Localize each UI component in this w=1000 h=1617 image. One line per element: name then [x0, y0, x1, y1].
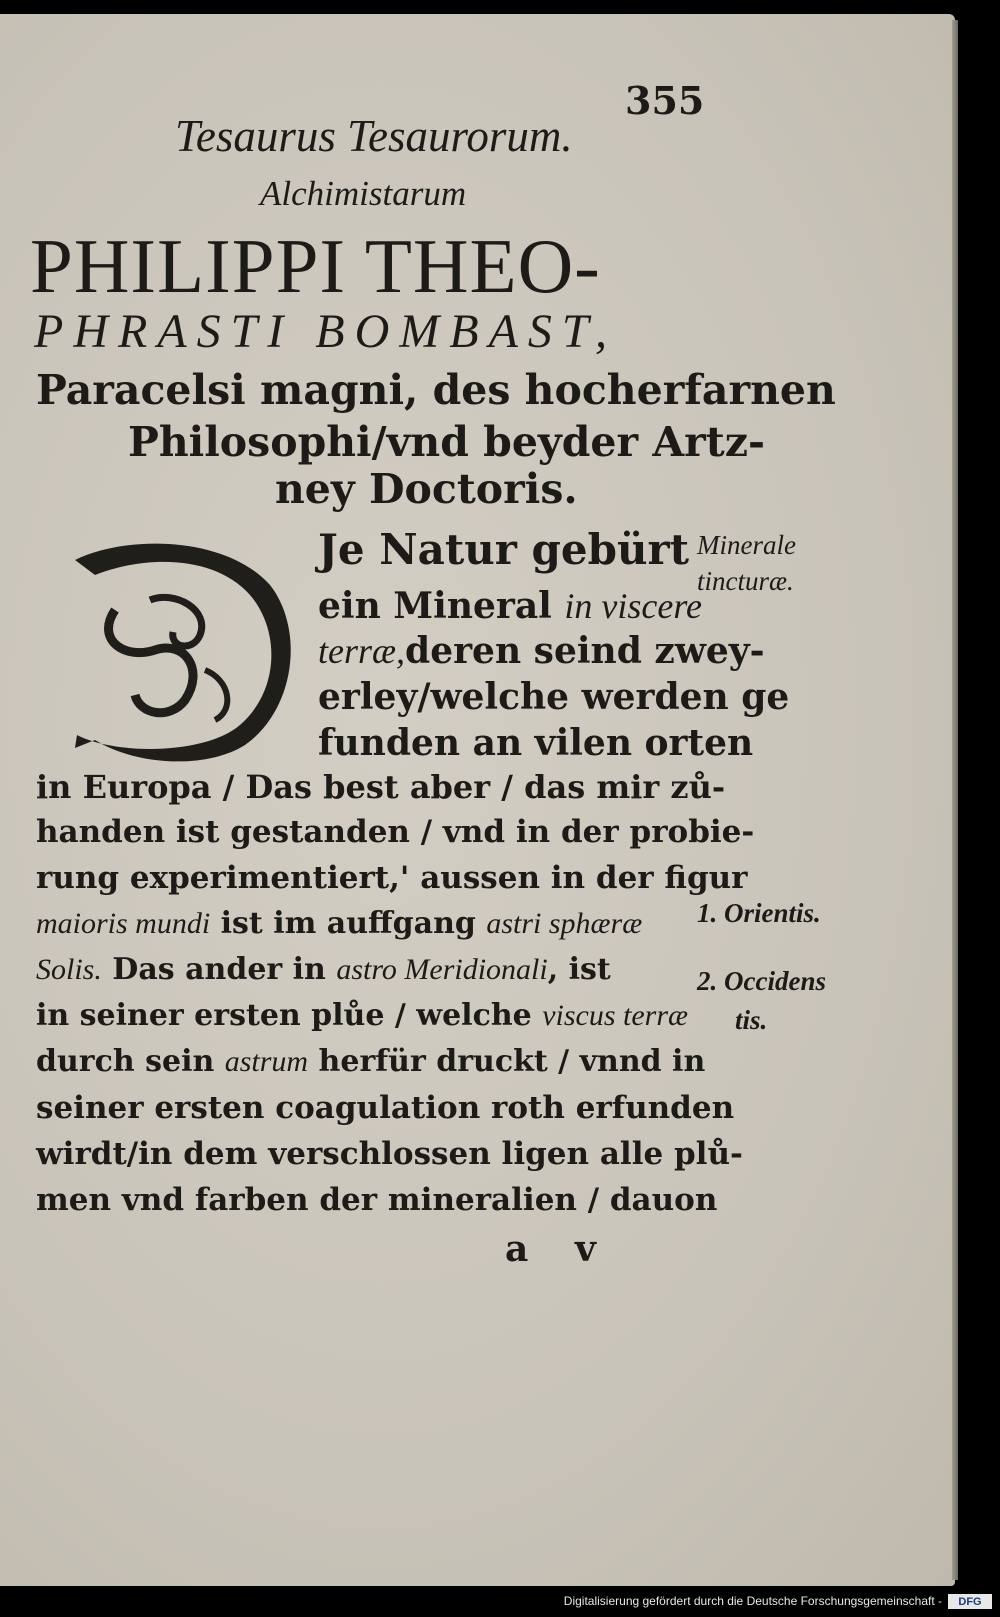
body-line-10: Solis. Das ander in astro Meridionali, ist: [36, 952, 611, 987]
body-line-14: wirdt/in dem verschlossen ligen alle plů-: [36, 1136, 743, 1172]
body-line-11: in seiner ersten plůe / welche viscus terræ: [36, 998, 689, 1033]
margin-note-tis: tis.: [735, 1005, 768, 1035]
page-number: 355: [625, 78, 705, 123]
title-line-7: ney Doctoris.: [275, 465, 578, 513]
title-line-6: Philosophi/vnd beyder Artz-: [128, 418, 766, 466]
margin-note-minerale: Minerale: [697, 530, 796, 560]
body-line-8: rung experimentiert,' aussen in der figur: [36, 860, 748, 896]
title-line-2: Alchimistarum: [260, 174, 467, 213]
margin-note-occidens: 2. Occidens: [697, 966, 826, 996]
body-line-6: in Europa / Das best aber / das mir zů-: [36, 768, 726, 806]
catchword: v: [575, 1228, 596, 1270]
page-edge: [952, 20, 958, 1580]
body-line-1: Je Natur gebürt: [318, 525, 690, 574]
drop-cap-ornament-icon: [55, 530, 300, 775]
footer-credit: Digitalisierung gefördert durch die Deutsche Forschungsgemeinschaft -: [563, 1594, 942, 1608]
title-line-1: Tesaurus Tesaurorum.: [175, 111, 573, 161]
body-line-5: funden an vilen orten: [318, 722, 754, 764]
margin-note-orientis: 1. Orientis.: [697, 898, 821, 928]
body-line-9: maioris mundi ist im auffgang astri sphæræ: [36, 906, 643, 941]
body-line-7: handen ist gestanden / vnd in der probie-: [36, 814, 755, 850]
margin-note-tincturae: tincturæ.: [697, 566, 794, 596]
body-line-15: men vnd farben der mineralien / dauon: [36, 1182, 718, 1218]
title-line-3: PHILIPPI THEO-: [30, 223, 601, 309]
footer-bar: [0, 1586, 1000, 1617]
body-line-2: ein Mineral in viscere: [318, 585, 703, 627]
body-line-12: durch sein astrum herfür druckt / vnnd in: [36, 1044, 706, 1079]
body-line-13: seiner ersten coagulation roth erfunden: [36, 1090, 735, 1126]
body-line-3: terræ,deren seind zwey-: [318, 630, 765, 672]
dfg-logo-icon[interactable]: DFG: [948, 1594, 992, 1609]
body-line-4: erley/welche werden ge: [318, 676, 790, 718]
signature-mark: a: [505, 1228, 529, 1270]
title-line-5: Paracelsi magni, des hocherfarnen: [36, 366, 836, 414]
title-line-4: PHRASTI BOMBAST,: [34, 305, 618, 358]
